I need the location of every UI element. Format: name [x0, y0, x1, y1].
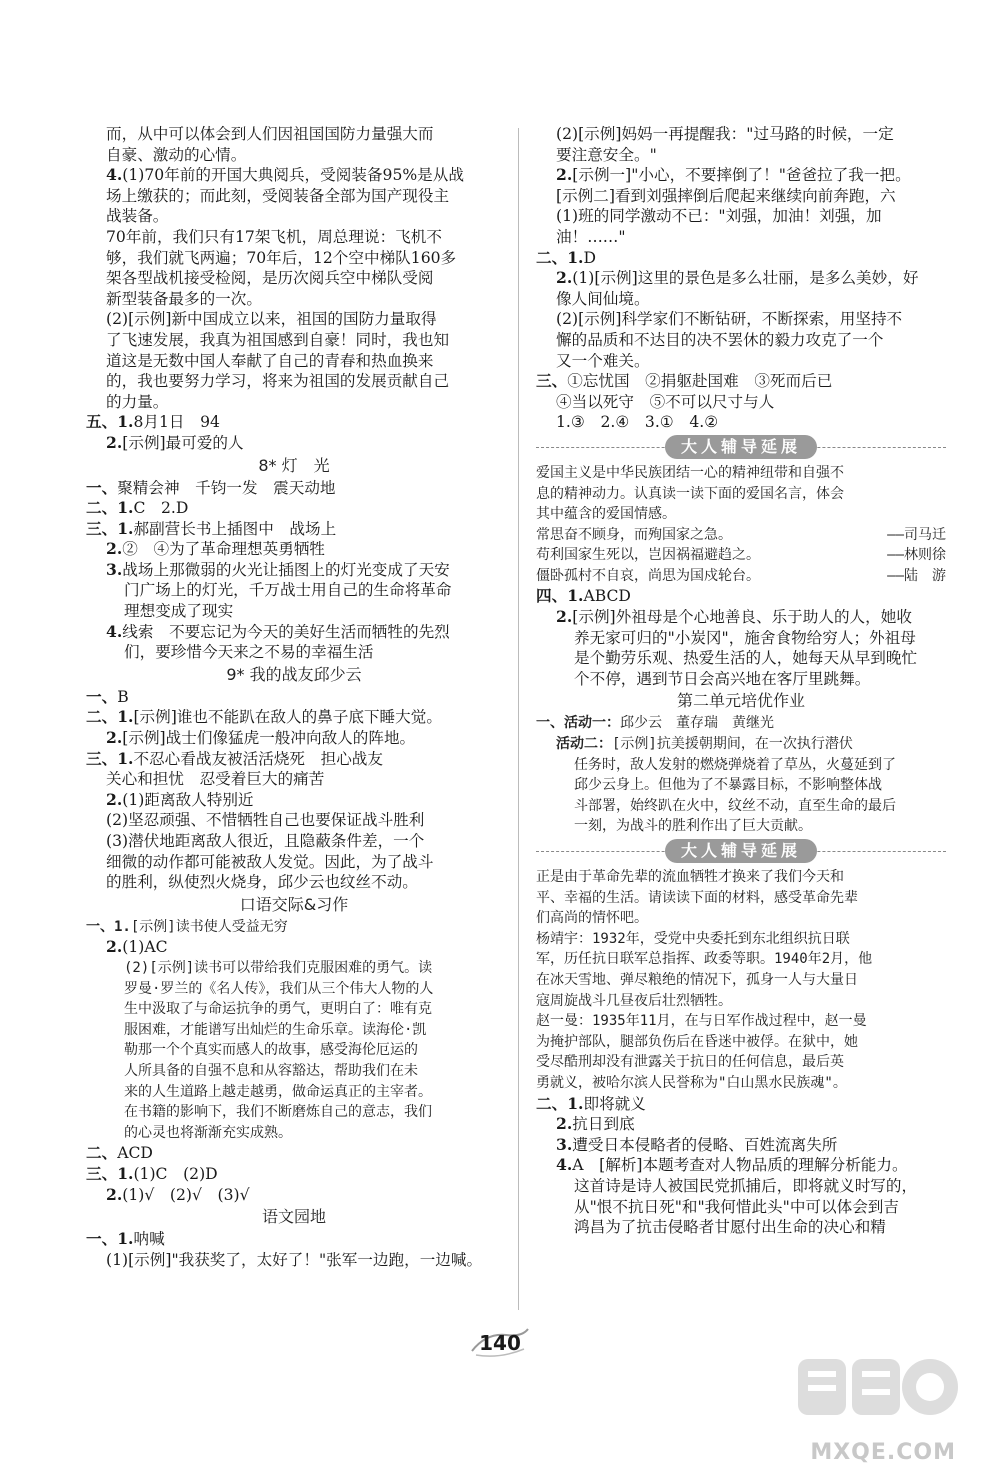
answer-line: 赵一曼：1935年11月，在与日军作战过程中，赵一曼 — [536, 1013, 867, 1030]
answer-line: 3.战场上那微弱的火光让插图上的灯光变成了天安 — [106, 559, 450, 579]
answer-line: 一、1.[示例]读书使人受益无穷 — [86, 918, 288, 935]
answer-line: 们，要珍惜今天来之不易的幸福生活 — [124, 643, 374, 662]
answer-line: (2)坚忍顽强、不惜牺牲自己也要保证战斗胜利 — [106, 811, 425, 830]
answer-line: 2.[示例一]"小心，不要摔倒了！"爸爸拉了我一把。 — [556, 165, 911, 185]
answer-line: 杨靖宇：1932年，受党中央委托到东北组织抗日联 — [536, 930, 850, 947]
answer-line: 架各型战机接受检阅，是历次阅兵空中梯队受阅 — [106, 269, 434, 288]
answer-line: 个不停，遇到节日会高兴地在客厅里跳舞。 — [574, 669, 871, 688]
answer-line: 四、1.ABCD — [536, 586, 631, 606]
answer-line: 的，我也要努力学习，将来为祖国的发展贡献自己 — [106, 372, 450, 391]
answer-line: 理想变成了现实 — [124, 602, 234, 621]
answer-line: 勇就义，被哈尔滨人民誉称为"白山黑水民族魂"。 — [536, 1074, 847, 1091]
page-number — [466, 1325, 534, 1361]
answer-line: 细微的动作都可能被敌人发觉。因此，为了战斗 — [106, 852, 434, 871]
answer-line: ④当以死守 ⑤不可以尺寸与人 — [556, 392, 775, 411]
answer-line: 斗部署，始终趴在火中，纹丝不动，直至生命的最后 — [574, 797, 896, 814]
patriotic-quote — [536, 525, 946, 546]
answer-line: 油！……" — [556, 227, 626, 246]
answer-line: 二、1.[示例]谁也不能趴在敌人的鼻子底下睡大觉。 — [86, 707, 442, 727]
watermark-site: MXQE.COM — [810, 1440, 956, 1465]
answer-line: 懈的品质和不达目的决不罢休的毅力攻克了一个 — [556, 330, 884, 349]
answer-line: 一、1.呐喊 — [86, 1229, 165, 1249]
answer-line: 2.(1)AC — [106, 937, 168, 957]
answer-line: 生中汲取了与命运抗争的勇气，更明白了：唯有克 — [124, 1001, 432, 1018]
answer-line: (1)班的同学激动不已："刘强，加油！刘强，加 — [556, 207, 882, 226]
banner-label: 大人辅导延展 — [665, 839, 817, 863]
quote-author: ——陆 游 — [887, 567, 946, 584]
answer-line: 道这是无数中国人奉献了自己的青春和热血换来 — [106, 351, 434, 370]
answer-line: 2.(1)√ (2)√ (3)√ — [106, 1184, 250, 1204]
answer-line: 从"恨不抗日死"和"我何惜此头"中可以体会到吉 — [574, 1197, 899, 1216]
patriotic-quote — [536, 566, 946, 587]
answer-line: 罗曼·罗兰的《名人传》，我们从三个伟大人物的人 — [124, 980, 434, 997]
answer-line: 2.(1)距离敌人特别近 — [106, 789, 254, 809]
answer-line: 一刻，为战斗的胜利作出了巨大贡献。 — [574, 818, 812, 835]
page-number-text: 140 — [479, 1331, 521, 1355]
answer-line: 一、活动一：邱少云 董存瑞 黄继光 — [536, 715, 774, 732]
patriotic-quote — [536, 545, 946, 566]
quote-author: ——林则徐 — [887, 547, 946, 564]
answer-line: 任务时，敌人发射的燃烧弹烧着了草丛，火蔓延到了 — [574, 756, 896, 773]
answer-circle-logo-icon — [792, 1349, 960, 1429]
answer-line: 鸿昌为了抗击侵略者甘愿付出生命的决心和精 — [574, 1218, 886, 1237]
answer-line: 4.(1)70年前的开国大典阅兵，受阅装备95%是从战 — [106, 165, 464, 185]
answer-line: (3)潜伏地距离敌人很近，且隐蔽条件差，一个 — [106, 832, 425, 850]
column-divider — [518, 128, 519, 1310]
answer-line: 受尽酷刑却没有泄露关于抗日的任何信息，最后英 — [536, 1054, 844, 1071]
answer-line: 像人间仙境。 — [556, 289, 650, 308]
answer-line: (2)[示例]科学家们不断钻研，不断探索，用坚持不 — [556, 310, 903, 329]
answer-line: 门广场上的灯光，千万战士用自己的生命将革命 — [124, 581, 452, 600]
answer-line: 的胜利，纵使烈火烧身，邱少云也纹丝不动。 — [106, 873, 418, 892]
answer-line: 五、1.8月1日 94 — [86, 412, 220, 432]
section-title-unit-two: 第二单元培优作业 — [676, 691, 805, 711]
quote-text: 常思奋不顾身，而殉国家之急。 — [536, 526, 732, 543]
answer-line: (1)[示例]"我获奖了，太好了！"张军一边跑，一边喊。 — [106, 1250, 483, 1269]
answer-line: (2)[示例]妈妈一再提醒我："过马路的时候，一定 — [556, 125, 894, 143]
answer-line: 要注意安全。" — [556, 145, 657, 164]
answer-line: 二、1.即将就义 — [536, 1093, 646, 1113]
answer-line: (2)[示例]读书可以带给我们克服困难的勇气。读 — [124, 959, 433, 976]
section-title-language-garden: 语文园地 — [261, 1207, 326, 1227]
answer-line: 服困难，才能谱写出灿烂的生命乐章。读海伦·凯 — [124, 1021, 427, 1038]
answer-line: 人所具备的自强不息和从容豁达，帮助我们在未 — [124, 1062, 418, 1079]
answer-line: 的心灵也将渐渐充实成熟。 — [124, 1124, 292, 1141]
answer-line: 为掩护部队，腿部负伤后在昏迷中被俘。在狱中，她 — [536, 1033, 858, 1050]
answer-line: 邱少云身上。但他为了不暴露目标，不影响整体战 — [574, 777, 882, 794]
watermark — [790, 1349, 960, 1465]
answer-line: 一、聚精会神 千钧一发 震天动地 — [86, 477, 336, 497]
answer-line: 正是由于革命先辈的流血牺牲才换来了我们今天和 — [536, 869, 844, 885]
answer-line: 息的精神动力。认真读一读下面的爱国名言，体会 — [536, 485, 844, 502]
parent-guidance-banner — [536, 839, 946, 865]
answer-line: 的力量。 — [106, 392, 169, 411]
answer-line: 自豪、激动的心情。 — [106, 145, 247, 164]
answer-line: 2.[示例]战士们像猛虎一般冲向敌人的阵地。 — [106, 728, 416, 748]
answer-line: 养无家可归的"小炭冈"，施舍食物给穷人；外祖母 — [574, 628, 916, 647]
answer-line: 寇周旋战斗几昼夜后壮烈牺牲。 — [536, 992, 732, 1009]
answer-line: 新型装备最多的一次。 — [106, 289, 262, 308]
answer-line: 2.② ④为了革命理想英勇牺牲 — [106, 539, 326, 559]
answer-line: 1.③ 2.④ 3.① 4.② — [556, 413, 719, 432]
answer-line: [示例二]看到刘强摔倒后爬起来继续向前奔跑，六 — [556, 186, 896, 205]
quote-text: 僵卧孤村不自哀，尚思为国戍轮台。 — [536, 567, 760, 584]
answer-line: 4.A [解析]本题考查对人物品质的理解分析能力。 — [556, 1155, 908, 1175]
parent-guidance-banner — [536, 435, 946, 461]
answer-line: 军，历任抗日联军总指挥、政委等职。1940年2月，他 — [536, 951, 873, 968]
answer-line: 场上缴获的；而此刻，受阅装备全部为国产现役主 — [106, 186, 450, 205]
quote-text: 苟利国家生死以，岂因祸福避趋之。 — [536, 547, 760, 564]
answer-line: 又一个难关。 — [556, 351, 650, 370]
answer-line: 2.(1)[示例]这里的景色是多么壮丽，是多么美妙，好 — [556, 268, 919, 288]
answer-line: 2.[示例]最可爱的人 — [106, 432, 244, 452]
answer-line: 3.遭受日本侵略者的侵略、百姓流离失所 — [556, 1134, 838, 1154]
answer-line: 在冰天雪地、弹尽粮绝的情况下，孤身一人与大量日 — [536, 971, 858, 988]
answer-line: 平、幸福的生活。请读读下面的材料，感受革命先辈 — [536, 889, 858, 906]
answer-line: 关心和担忧 忍受着巨大的痛苦 — [106, 770, 325, 789]
quote-author: ——司马迁 — [887, 526, 946, 543]
answer-line: 二、ACD — [86, 1143, 153, 1163]
answer-line: 勒那一个个真实而感人的故事，感受海伦厄运的 — [124, 1042, 418, 1059]
answer-line: 活动二：[示例]抗美援朝期间，在一次执行潜伏 — [556, 736, 853, 753]
section-title-oral-writing: 口语交际&习作 — [239, 894, 349, 914]
answer-line: 战装备。 — [106, 207, 169, 226]
answer-line: 三、1.郝副营长书上插图中 战场上 — [86, 518, 337, 538]
answer-line: 爱国主义是中华民族团结一心的精神纽带和自强不 — [536, 464, 844, 481]
answer-line: 三、1.(1)C (2)D — [86, 1163, 218, 1183]
answer-line: 在书籍的影响下，我们不断磨炼自己的意志，我们 — [124, 1104, 432, 1121]
answer-line: 这首诗是诗人被国民党抓捕后，即将就义时写的， — [574, 1176, 918, 1195]
answer-line: 是个勤劳乐观、热爱生活的人，她每天从早到晚忙 — [574, 649, 918, 668]
answer-line: 了飞速发展，我真为祖国感到自豪！同时，我也知 — [106, 330, 450, 349]
answer-line: 一、B — [86, 686, 129, 706]
answer-line: 二、1.C 2.D — [86, 498, 189, 518]
answer-line: 够，我们就飞两遍；70年后，12个空中梯队160多 — [106, 248, 457, 267]
banner-label: 大人辅导延展 — [665, 435, 817, 459]
answer-line: 2.[示例]外祖母是个心地善良、乐于助人的人，她收 — [556, 607, 912, 627]
answer-line: 4.线索 不要忘记为今天的美好生活而牺牲的先烈 — [106, 621, 450, 641]
answer-line: 而，从中可以体会到人们因祖国国防力量强大而 — [106, 125, 434, 143]
answer-line: 二、1.D — [536, 247, 596, 267]
answer-line: 其中蕴含的爱国情感。 — [536, 506, 676, 523]
answer-line: 们高尚的情怀吧。 — [536, 910, 648, 927]
section-title-qiu-shaoyun: 9* 我的战友邱少云 — [226, 664, 362, 684]
answer-line: 三、1.不忍心看战友被活活烧死 担心战友 — [86, 748, 383, 768]
answer-line: 三、①忘忧国 ②捐躯赴国难 ③死而后已 — [536, 371, 833, 391]
left-column — [86, 124, 502, 1270]
right-column — [536, 124, 946, 1238]
answer-line: 来的人生道路上越走越勇，做命运真正的主宰者。 — [124, 1083, 432, 1100]
answer-line: 70年前，我们只有17架飞机，周总理说：飞机不 — [106, 227, 442, 246]
answer-line: (2)[示例]新中国成立以来，祖国的国防力量取得 — [106, 310, 437, 329]
section-title-deng-guang: 8* 灯 光 — [258, 455, 330, 475]
answer-line: 2.抗日到底 — [556, 1114, 635, 1134]
